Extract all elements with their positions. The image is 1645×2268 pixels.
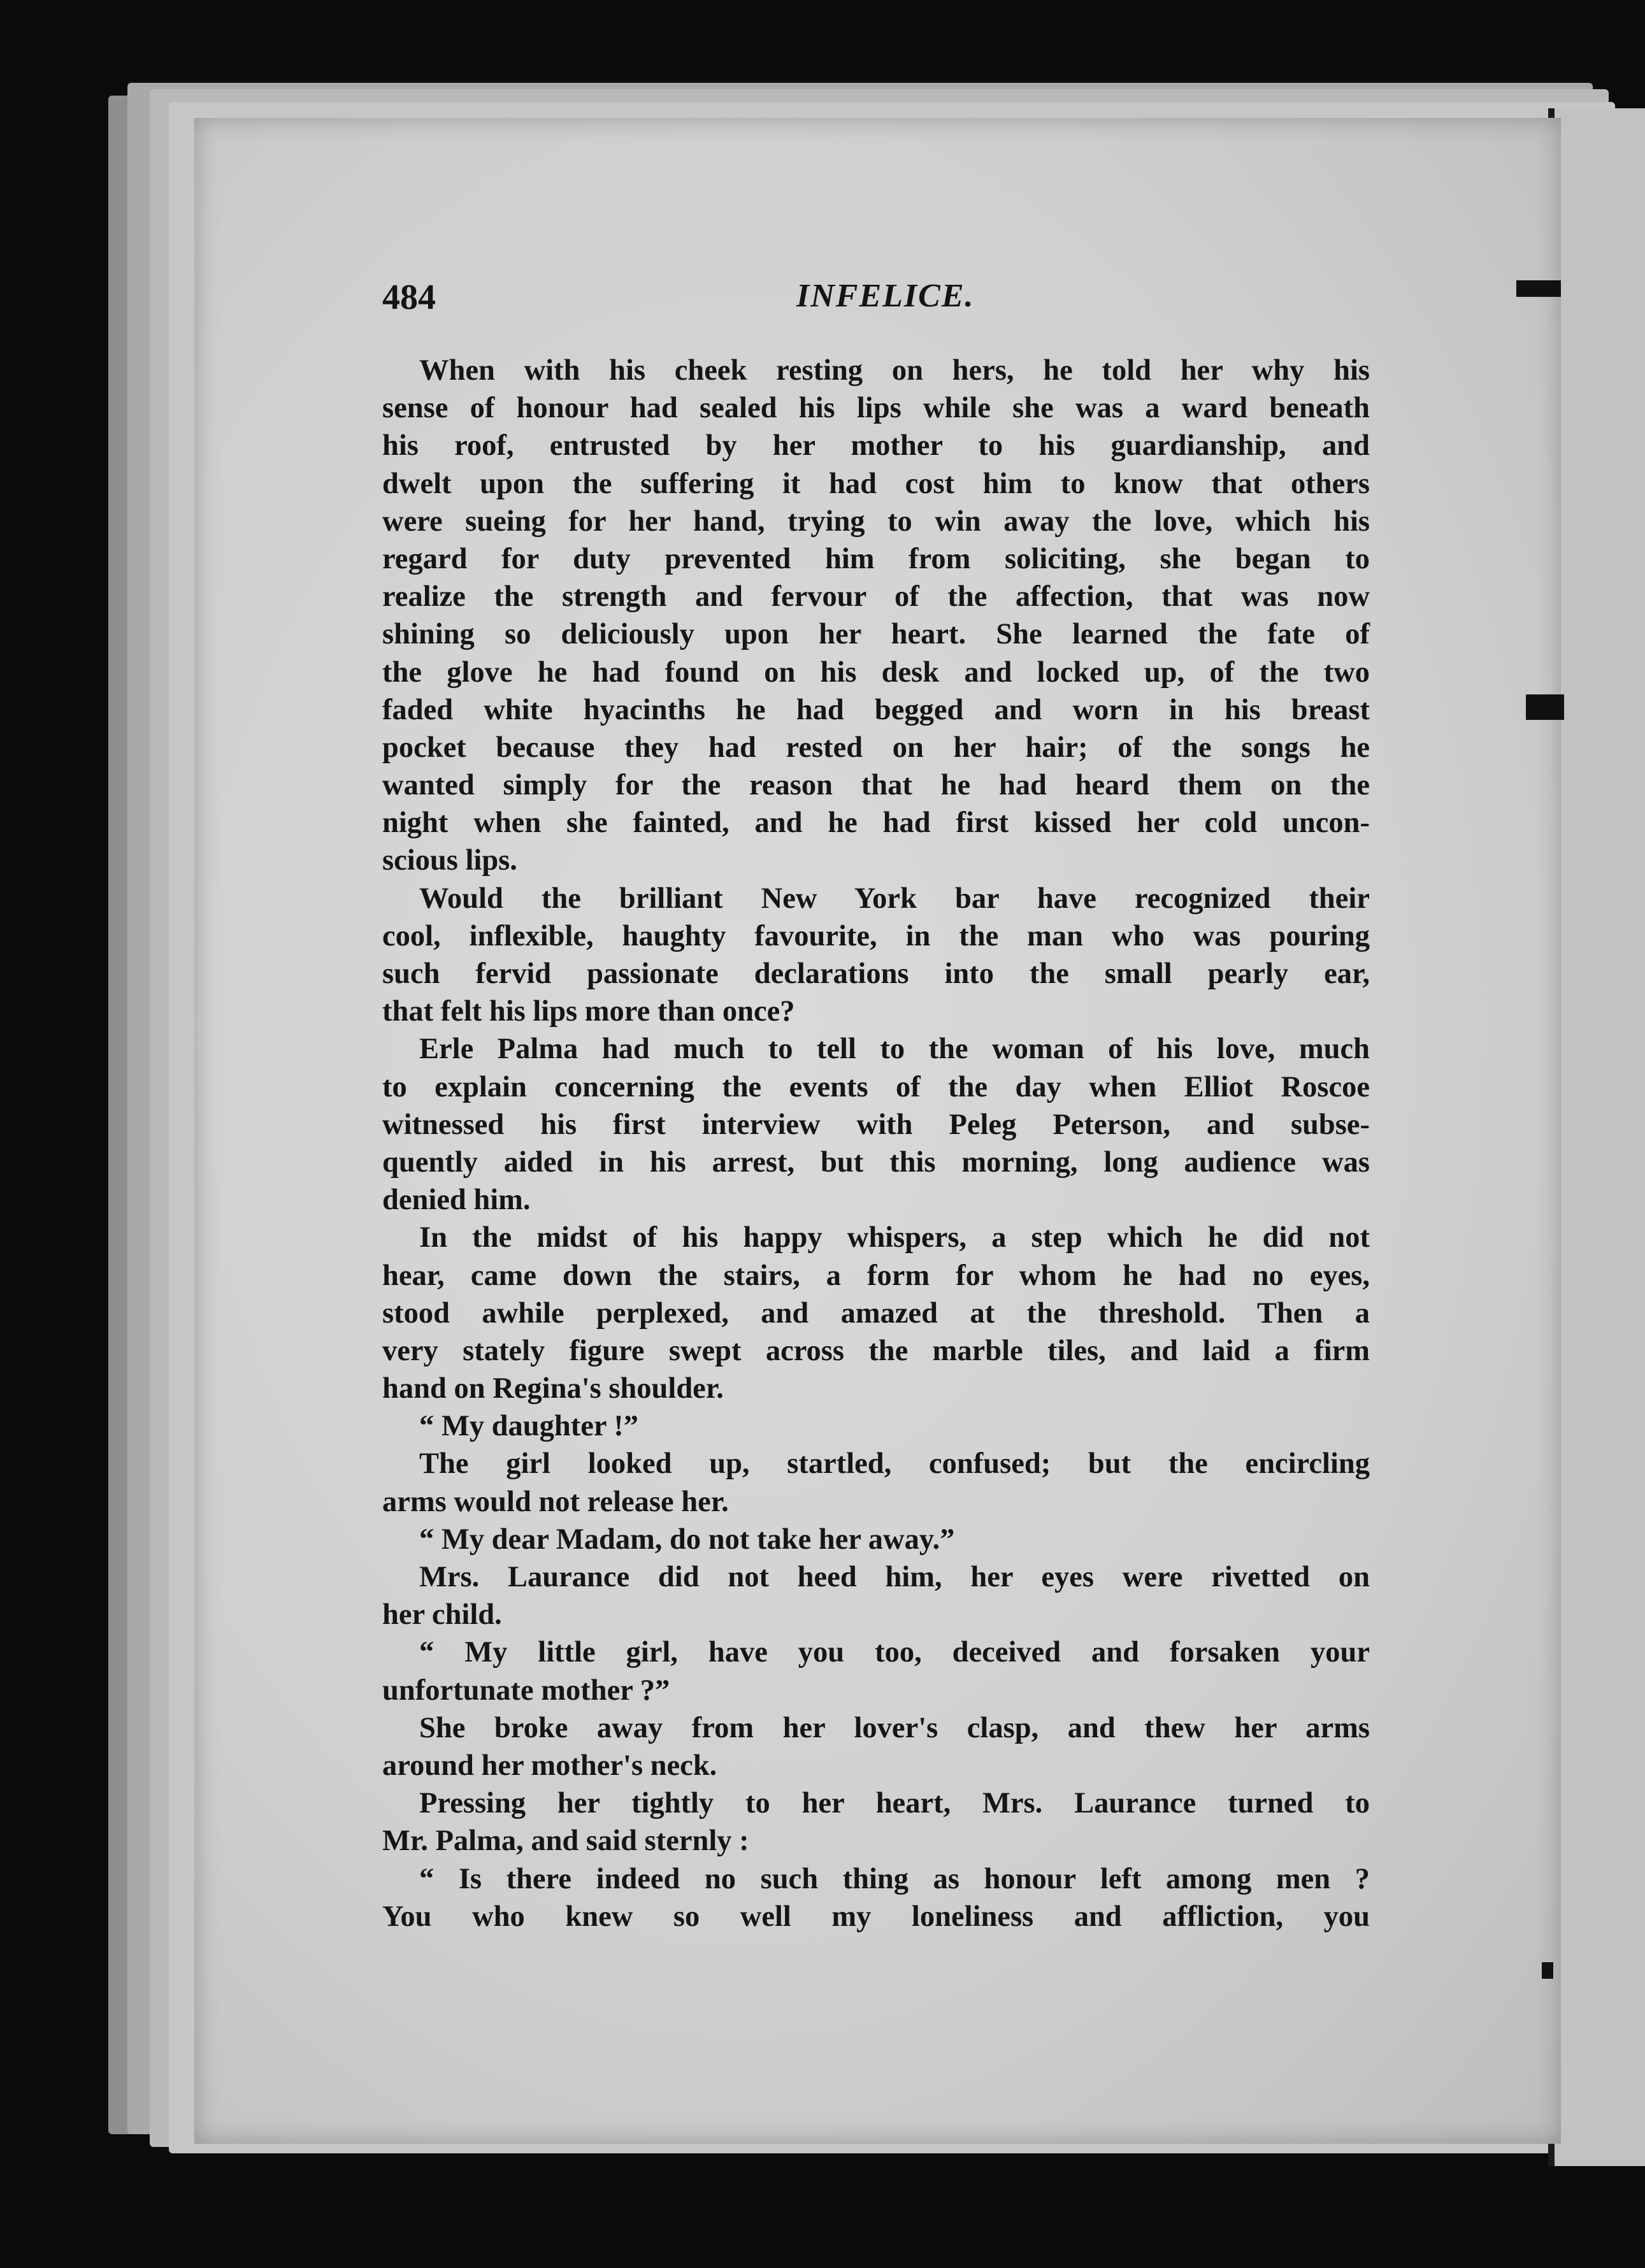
text-line: “ My dear Madam, do not take her away.” bbox=[419, 1523, 955, 1556]
text-line: to explain concerning the events of the day when Elliot Roscoe bbox=[382, 1070, 1370, 1103]
book-title: INFELICE. bbox=[796, 278, 975, 314]
text-line: night when she fainted, and he had first kissed her cold uncon- bbox=[382, 807, 1370, 840]
text-line: You who knew so well my loneliness and affliction, you bbox=[382, 1900, 1370, 1933]
text-line: When with his cheek resting on hers, he told her why his bbox=[419, 354, 1370, 387]
text-line: the glove he had found on his desk and locked up, of the two bbox=[382, 656, 1370, 689]
text-line: Erle Palma had much to tell to the woman of his love, much bbox=[419, 1033, 1370, 1066]
gutter-mark bbox=[1516, 280, 1561, 297]
text-line: In the midst of his happy whispers, a step which he did not bbox=[419, 1221, 1370, 1254]
text-line: The girl looked up, startled, confused; but the encircling bbox=[419, 1447, 1370, 1481]
text-line: such fervid passionate declarations into the small pearly ear, bbox=[382, 958, 1370, 990]
text-line: “ My little girl, have you too, deceived and forsaken your bbox=[419, 1636, 1370, 1669]
text-line: that felt his lips more than once? bbox=[382, 995, 795, 1028]
text-line: wanted simply for the reason that he had heard them on the bbox=[382, 769, 1370, 802]
gutter-mark bbox=[1526, 694, 1564, 720]
text-line: hand on Regina's shoulder. bbox=[382, 1372, 724, 1405]
text-line: stood awhile perplexed, and amazed at the threshold. Then a bbox=[382, 1296, 1370, 1330]
text-line: “ My daughter !” bbox=[419, 1410, 639, 1443]
text-line: shining so deliciously upon her heart. She learned the fate of bbox=[382, 618, 1370, 651]
text-line: were sueing for her hand, trying to win away the love, which his bbox=[382, 505, 1370, 538]
text-line: cool, inflexible, haughty favourite, in the man who was pouring bbox=[382, 919, 1370, 952]
text-line: Mr. Palma, and said sternly : bbox=[382, 1825, 749, 1858]
text-line: scious lips. bbox=[382, 844, 517, 877]
text-line: his roof, entrusted by her mother to his guardianship, and bbox=[382, 429, 1370, 463]
text-line: dwelt upon the suffering it had cost him to know that others bbox=[382, 467, 1370, 500]
text-line: realize the strength and fervour of the affection, that was now bbox=[382, 580, 1370, 614]
text-line: Mrs. Laurance did not heed him, her eyes were rivetted on bbox=[419, 1561, 1370, 1593]
facing-page-strip bbox=[1548, 108, 1645, 2166]
text-line: her child. bbox=[382, 1598, 502, 1632]
text-line: unfortunate mother ?” bbox=[382, 1674, 670, 1707]
text-line: very stately figure swept across the marble tiles, and laid a firm bbox=[382, 1334, 1370, 1367]
text-line: regard for duty prevented him from soliciting, she began to bbox=[382, 542, 1370, 575]
text-line: “ Is there indeed no such thing as honour left among men ? bbox=[419, 1862, 1370, 1895]
text-line: Would the brilliant New York bar have recognized their bbox=[419, 882, 1370, 915]
text-line: faded white hyacinths he had begged and worn in his breast bbox=[382, 693, 1370, 726]
text-line: sense of honour had sealed his lips while she was a ward beneath bbox=[382, 392, 1370, 425]
running-head bbox=[382, 277, 1414, 322]
text-line: witnessed his first interview with Peleg Peterson, and subse- bbox=[382, 1108, 1370, 1141]
text-line: hear, came down the stairs, a form for whom he had no eyes, bbox=[382, 1259, 1370, 1292]
text-line: She broke away from her lover's clasp, and thew her arms bbox=[419, 1711, 1370, 1744]
body-text bbox=[382, 352, 1370, 1935]
text-line: quently aided in his arrest, but this morning, long audience was bbox=[382, 1145, 1370, 1179]
text-line: denied him. bbox=[382, 1184, 531, 1217]
text-line: Pressing her tightly to her heart, Mrs. Laurance turned to bbox=[419, 1787, 1370, 1820]
text-line: pocket because they had rested on her hair; of the songs he bbox=[382, 731, 1370, 764]
text-line: around her mother's neck. bbox=[382, 1749, 717, 1782]
gutter-mark bbox=[1542, 1962, 1553, 1979]
page-number: 484 bbox=[382, 278, 436, 317]
text-line: arms would not release her. bbox=[382, 1485, 729, 1518]
